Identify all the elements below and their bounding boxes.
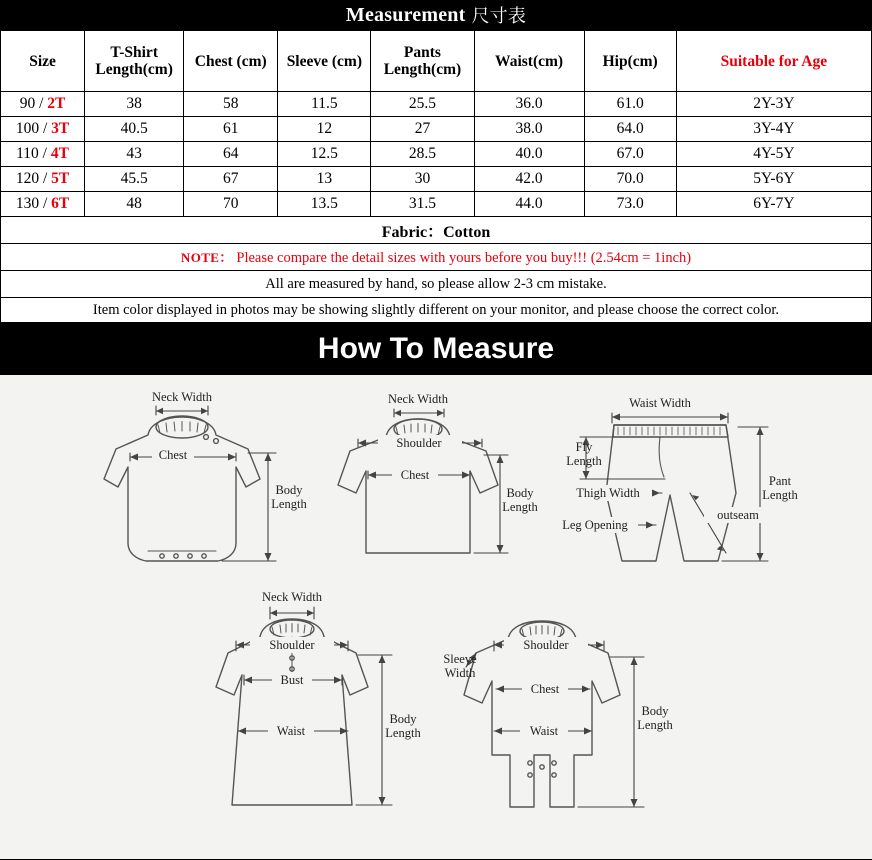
label-jumpsuit-length: Length	[637, 718, 673, 732]
cell-chest: 70	[184, 192, 278, 217]
cell-pants-length: 30	[371, 167, 474, 192]
cell-chest: 58	[184, 92, 278, 117]
col-header-size: Size	[1, 31, 85, 92]
cell-hip: 67.0	[584, 142, 676, 167]
label-romper-length: Length	[271, 497, 307, 511]
cell-pants-length: 28.5	[371, 142, 474, 167]
col-header-tshirt-length: T-Shirt Length(cm)	[85, 31, 184, 92]
cell-pants-length: 31.5	[371, 192, 474, 217]
measurement-title-bar	[0, 0, 872, 30]
note-row	[1, 244, 872, 271]
cell-hip: 70.0	[584, 167, 676, 192]
note-label: NOTE：	[180, 250, 233, 265]
label-dress-bust: Bust	[280, 673, 304, 687]
label-romper-neck-width: Neck Width	[151, 390, 213, 404]
cell-waist: 44.0	[474, 192, 584, 217]
cell-age: 3Y-4Y	[676, 117, 871, 142]
fabric-row	[1, 217, 872, 244]
label-pants-pant-length: Length	[762, 488, 798, 502]
cell-hip: 64.0	[584, 117, 676, 142]
label-tshirt-length: Length	[502, 500, 538, 514]
label-romper-chest: Chest	[158, 448, 188, 462]
size-tag: 6T	[51, 195, 70, 212]
measure-note-row	[1, 271, 872, 298]
cell-age: 5Y-6Y	[676, 167, 871, 192]
label-jumpsuit-sleeve-width: Width	[444, 666, 476, 680]
cell-waist: 36.0	[474, 92, 584, 117]
measure-note-text: All are measured by hand, so please allow 2-3 cm mistake.	[1, 271, 872, 298]
cell-waist: 40.0	[474, 142, 584, 167]
cell-tshirt-length: 48	[85, 192, 184, 217]
label-tshirt-neck-width: Neck Width	[387, 392, 449, 406]
col-header-age: Suitable for Age	[676, 31, 871, 92]
cell-size	[1, 92, 85, 117]
table-row	[1, 192, 872, 217]
label-pants-waist-width: Waist Width	[629, 396, 691, 410]
table-row	[1, 142, 872, 167]
measurement-diagrams	[0, 375, 872, 860]
col-header-waist: Waist(cm)	[474, 31, 584, 92]
label-dress-neck-width: Neck Width	[261, 590, 323, 604]
cell-size	[1, 142, 85, 167]
cell-size	[1, 192, 85, 217]
table-row	[1, 167, 872, 192]
label-pants-fly: Fly	[575, 440, 593, 454]
fabric-text: Fabric：Cotton	[1, 217, 872, 244]
cell-tshirt-length: 40.5	[85, 117, 184, 142]
cell-pants-length: 25.5	[371, 92, 474, 117]
size-number: 110 /	[16, 145, 51, 162]
label-dress-waist: Waist	[276, 724, 306, 738]
cell-sleeve: 11.5	[278, 92, 371, 117]
label-pants-fly-length: Length	[566, 454, 602, 468]
size-number: 120 /	[15, 170, 52, 187]
cell-hip: 61.0	[584, 92, 676, 117]
col-header-sleeve: Sleeve (cm)	[278, 31, 371, 92]
cell-sleeve: 13.5	[278, 192, 371, 217]
size-tag: 3T	[51, 120, 70, 137]
col-header-chest: Chest (cm)	[184, 31, 278, 92]
size-table	[0, 30, 872, 323]
size-number: 90 /	[19, 95, 48, 112]
size-tag: 2T	[47, 95, 66, 112]
cell-age: 2Y-3Y	[676, 92, 871, 117]
col-header-pants-length: Pants Length(cm)	[371, 31, 474, 92]
label-pants-thigh-width: Thigh Width	[576, 486, 640, 500]
label-romper-body: Body	[275, 483, 303, 497]
label-dress-shoulder: Shoulder	[269, 638, 315, 652]
size-tag: 4T	[50, 145, 69, 162]
cell-size	[1, 167, 85, 192]
table-header-row	[1, 31, 872, 92]
label-jumpsuit-chest: Chest	[530, 682, 560, 696]
note-text: Please compare the detail sizes with yours before you buy!!! (2.54cm = 1inch)	[236, 250, 692, 266]
label-jumpsuit-shoulder: Shoulder	[523, 638, 569, 652]
cell-waist: 42.0	[474, 167, 584, 192]
cell-chest: 67	[184, 167, 278, 192]
cell-age: 6Y-7Y	[676, 192, 871, 217]
label-dress-body: Body	[389, 712, 417, 726]
size-tag: 5T	[51, 170, 70, 187]
cell-waist: 38.0	[474, 117, 584, 142]
cell-chest: 61	[184, 117, 278, 142]
cell-tshirt-length: 43	[85, 142, 184, 167]
page-title-chinese: 尺寸表	[471, 6, 527, 26]
size-number: 100 /	[15, 120, 52, 137]
label-tshirt-body: Body	[506, 486, 534, 500]
label-jumpsuit-sleeve: Sleeve	[443, 652, 477, 666]
cell-hip: 73.0	[584, 192, 676, 217]
label-pants-outseam: outseam	[717, 508, 759, 522]
color-note-text: Item color displayed in photos may be showing slightly different on your monitor, and please choose the correct color.	[1, 298, 872, 323]
label-pants-leg-opening: Leg Opening	[562, 518, 628, 532]
cell-pants-length: 27	[371, 117, 474, 142]
page-title: Measurement	[345, 3, 466, 26]
cell-chest: 64	[184, 142, 278, 167]
label-tshirt-chest: Chest	[400, 468, 430, 482]
cell-age: 4Y-5Y	[676, 142, 871, 167]
cell-sleeve: 13	[278, 167, 371, 192]
label-jumpsuit-body: Body	[641, 704, 669, 718]
label-dress-length: Length	[385, 726, 421, 740]
col-header-hip: Hip(cm)	[584, 31, 676, 92]
size-number: 130 /	[15, 195, 52, 212]
how-to-measure-banner	[0, 323, 872, 375]
cell-sleeve: 12.5	[278, 142, 371, 167]
how-to-measure-title: How To Measure	[317, 332, 555, 365]
color-note-row	[1, 298, 872, 323]
table-row	[1, 117, 872, 142]
cell-sleeve: 12	[278, 117, 371, 142]
cell-tshirt-length: 45.5	[85, 167, 184, 192]
cell-tshirt-length: 38	[85, 92, 184, 117]
label-pants-pant: Pant	[768, 474, 792, 488]
cell-size	[1, 117, 85, 142]
label-tshirt-shoulder: Shoulder	[396, 436, 442, 450]
label-jumpsuit-waist: Waist	[529, 724, 559, 738]
table-row	[1, 92, 872, 117]
